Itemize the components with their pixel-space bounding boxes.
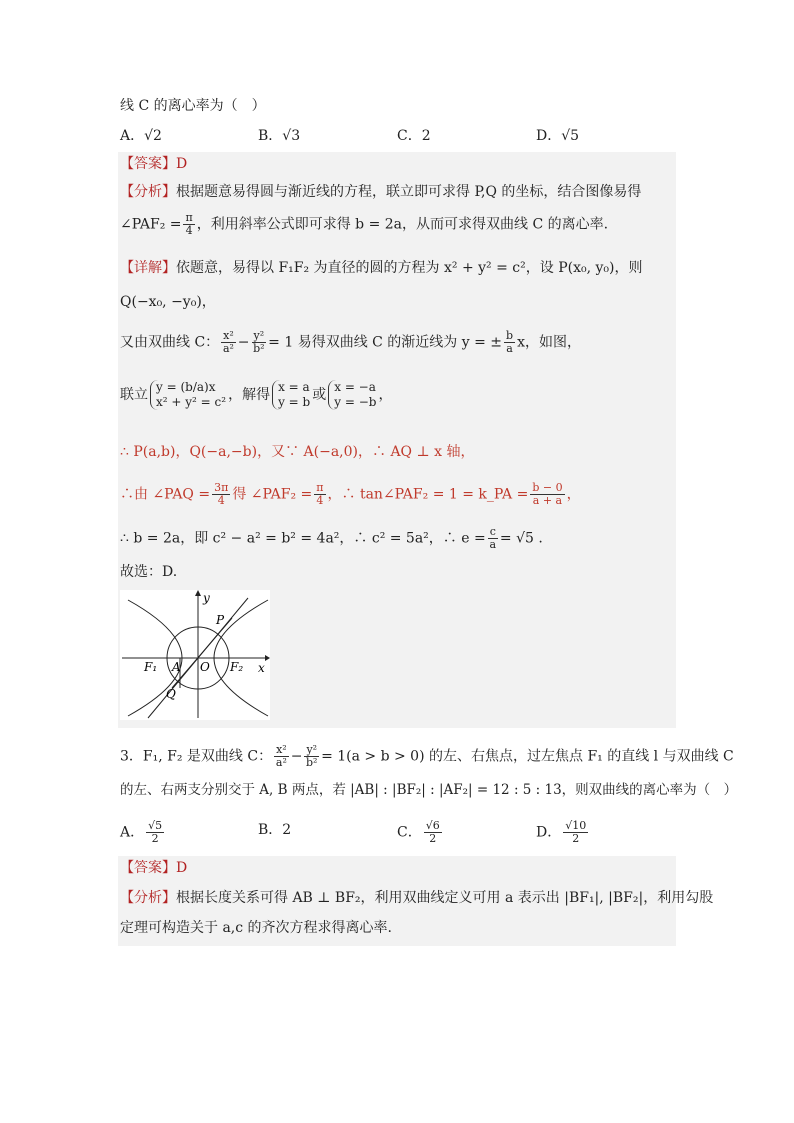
- q2-option-b: B．√3: [258, 128, 301, 144]
- frac-c-a: [488, 526, 498, 551]
- q2-option-c: C．2: [397, 128, 431, 144]
- frac-den: 2: [572, 832, 580, 845]
- q2-detail-line4: [120, 380, 392, 410]
- label-a: A: [172, 660, 181, 674]
- frac-num: √6: [425, 819, 440, 832]
- system-1-eq2: x² + y² = c²: [156, 395, 227, 409]
- frac-x2-a2-q3: [274, 744, 289, 769]
- q3-option-b: B．2: [258, 822, 292, 838]
- q2-detail-text3b: = 1 易得双曲线 C 的渐近线为 y = ±: [268, 334, 503, 351]
- label-y: y: [203, 591, 210, 605]
- frac-pi-over-4-b: [314, 482, 325, 507]
- system-2: [272, 380, 310, 410]
- frac-den: a²: [223, 342, 234, 355]
- q3-analysis-line2: 定理可构造关于 a,c 的齐次方程求得离心率.: [120, 920, 392, 936]
- label-f2: F₂: [230, 660, 244, 674]
- q2-detail-text3c: x，如图，: [517, 334, 581, 351]
- label-p: P: [216, 613, 225, 627]
- frac-den: a: [489, 538, 497, 551]
- label-q: Q: [166, 687, 176, 701]
- q3-stem-text1a: 3．F₁, F₂ 是双曲线 C：: [120, 748, 273, 765]
- q2-detail-text4c: 或: [312, 387, 327, 403]
- frac-den: a + a: [532, 494, 563, 507]
- q3-option-d: [536, 820, 590, 845]
- system-2-eq2: y = b: [278, 395, 311, 409]
- frac-y2-b2-q3: [304, 744, 319, 769]
- q3-stem-text1b: = 1(a > b > 0) 的左、右焦点，过左焦点 F₁ 的直线 l 与双曲线 C: [321, 748, 734, 765]
- q2-detail-text4a: 联立: [120, 387, 148, 403]
- q3-stem-line2: 的左、右两支分别交于 A, B 两点，若 |AB| : |BF₂| : |AF₂| = 12 : 5 : 13，则双曲线的离心率为（ ）: [120, 782, 738, 798]
- q3-analysis-tag: 【分析】: [120, 890, 176, 906]
- system-1-eq1: y = (b/a)x: [156, 380, 216, 394]
- frac-num: √10: [565, 819, 587, 832]
- frac-den: b²: [306, 756, 318, 769]
- frac-den: 4: [217, 494, 225, 507]
- q2-option-d: D．√5: [536, 128, 580, 144]
- frac-den: 4: [316, 494, 324, 507]
- q2-detail-text6c: ，∴ tan∠PAF₂ = 1 = k_PA =: [327, 486, 529, 503]
- frac-num: π: [185, 211, 193, 224]
- q2-choice: 故选：D.: [120, 564, 178, 580]
- q2-stem-tail: 线 C 的离心率为（ ）: [120, 98, 266, 114]
- frac-den: 2: [151, 832, 159, 845]
- frac-num: b: [506, 329, 514, 342]
- frac-sqrt10-2: [563, 820, 588, 845]
- system-1: [150, 380, 226, 410]
- q3-option-a: [120, 820, 166, 845]
- q2-analysis-angle: ∠PAF₂ =: [120, 216, 182, 233]
- hyperbola-figure: [120, 590, 270, 720]
- system-3: [328, 380, 376, 410]
- frac-den: 2: [429, 832, 437, 845]
- frac-num: x²: [223, 329, 234, 342]
- frac-b-a: [504, 330, 515, 355]
- q2-analysis-text1: 根据题意易得圆与渐近线的方程，联立即可求得 P,Q 的坐标，结合图像易得: [176, 184, 642, 200]
- frac-num: y²: [306, 743, 318, 756]
- q2-detail-tag: 【详解】: [120, 260, 176, 276]
- q2-option-a: A．√2: [120, 128, 162, 144]
- frac-x2-a2: [221, 330, 236, 355]
- label-x: x: [258, 661, 265, 675]
- frac-num: y²: [253, 329, 265, 342]
- frac-y2-b2: [252, 330, 267, 355]
- frac-num: √5: [148, 819, 163, 832]
- q2-detail-line7: [120, 526, 543, 551]
- frac-den: a: [506, 342, 513, 355]
- frac-num: b − 0: [532, 481, 563, 494]
- frac-den: a²: [275, 756, 287, 769]
- frac-num: c: [489, 525, 496, 538]
- frac-num: x²: [276, 743, 287, 756]
- frac-den: 4: [185, 224, 193, 237]
- frac-sqrt5-2: [146, 820, 164, 845]
- q2-detail-text3a: 又由双曲线 C：: [120, 334, 220, 351]
- q3-analysis-text1: 根据长度关系可得 AB ⊥ BF₂，利用双曲线定义可用 a 表示出 |BF₁|, |BF₂|，利用勾股: [176, 890, 714, 906]
- system-3-eq2: y = −b: [334, 395, 377, 409]
- frac-num: π: [316, 481, 324, 494]
- q3-analysis-line1: [120, 888, 713, 908]
- figure-background: [120, 590, 270, 720]
- label-o: O: [200, 660, 210, 674]
- frac-3pi-over-4: [212, 482, 230, 507]
- q2-analysis-line2: [120, 212, 608, 237]
- frac-num: 3π: [214, 481, 229, 494]
- q2-analysis-text2: ，利用斜率公式即可求得 b = 2a，从而可求得双曲线 C 的离心率.: [196, 216, 609, 233]
- q3-answer: 【答案】D: [120, 860, 188, 876]
- q2-detail-line5: ∴ P(a,b)，Q(−a,−b)，又∵ A(−a,0)，∴ AQ ⊥ x 轴，: [120, 444, 475, 460]
- frac-slope: [530, 482, 564, 507]
- q2-detail-text7b: = √5 .: [499, 530, 543, 547]
- q3-option-c-label: C．: [397, 824, 422, 841]
- q2-detail-line2: Q(−x₀, −y₀)，: [120, 294, 216, 310]
- frac-den: b²: [253, 342, 265, 355]
- q2-detail-text1: 依题意，易得以 F₁F₂ 为直径的圆的方程为 x² + y² = c²，设 P(x₀, y₀)，则: [176, 260, 643, 276]
- q2-detail-text6b: 得 ∠PAF₂ =: [232, 486, 313, 503]
- q2-detail-text6d: ，: [566, 486, 581, 503]
- label-f1: F₁: [144, 660, 158, 674]
- q2-analysis-line1: [120, 182, 641, 202]
- q3-option-c: [397, 820, 444, 845]
- system-2-eq1: x = a: [278, 380, 310, 394]
- q3-option-a-label: A．: [120, 824, 145, 841]
- q2-detail-line1: [120, 258, 642, 278]
- q2-detail-text4b: ，解得: [228, 387, 271, 403]
- q2-answer: 【答案】D: [120, 156, 188, 172]
- q2-detail-text4d: ，: [378, 387, 393, 403]
- system-3-eq1: x = −a: [334, 380, 376, 394]
- q3-stem-line1: 3．F₁, F₂ 是双曲线 C： $\frac{\text{x²}}{\text{a²}}$ − $\frac{\text{y²}}{\text{b²}}$ = 1(a > b > 0) 的左、右焦点，过左焦点 F₁ 的直线 l 与双曲线 C: [120, 743, 734, 769]
- q2-detail-text6a: ∴由 ∠PAQ =: [120, 486, 211, 503]
- frac-pi-over-4: [183, 212, 194, 237]
- q3-option-d-label: D．: [536, 824, 562, 841]
- q2-detail-text7a: ∴ b = 2a，即 c² − a² = b² = 4a²，∴ c² = 5a²，∴ e =: [120, 530, 486, 547]
- frac-sqrt6-2: [424, 820, 442, 845]
- q2-analysis-tag: 【分析】: [120, 184, 176, 200]
- q2-detail-line3: 又由双曲线 C： $\frac{\text{x²}}{\text{a²}}$ − $\frac{\text{y²}}{\text{b²}}$ = 1 易得双曲线 C 的渐近线为 y = ± $\frac{b}{a}$ x，如图，: [120, 329, 581, 355]
- q2-detail-line6: [120, 482, 581, 507]
